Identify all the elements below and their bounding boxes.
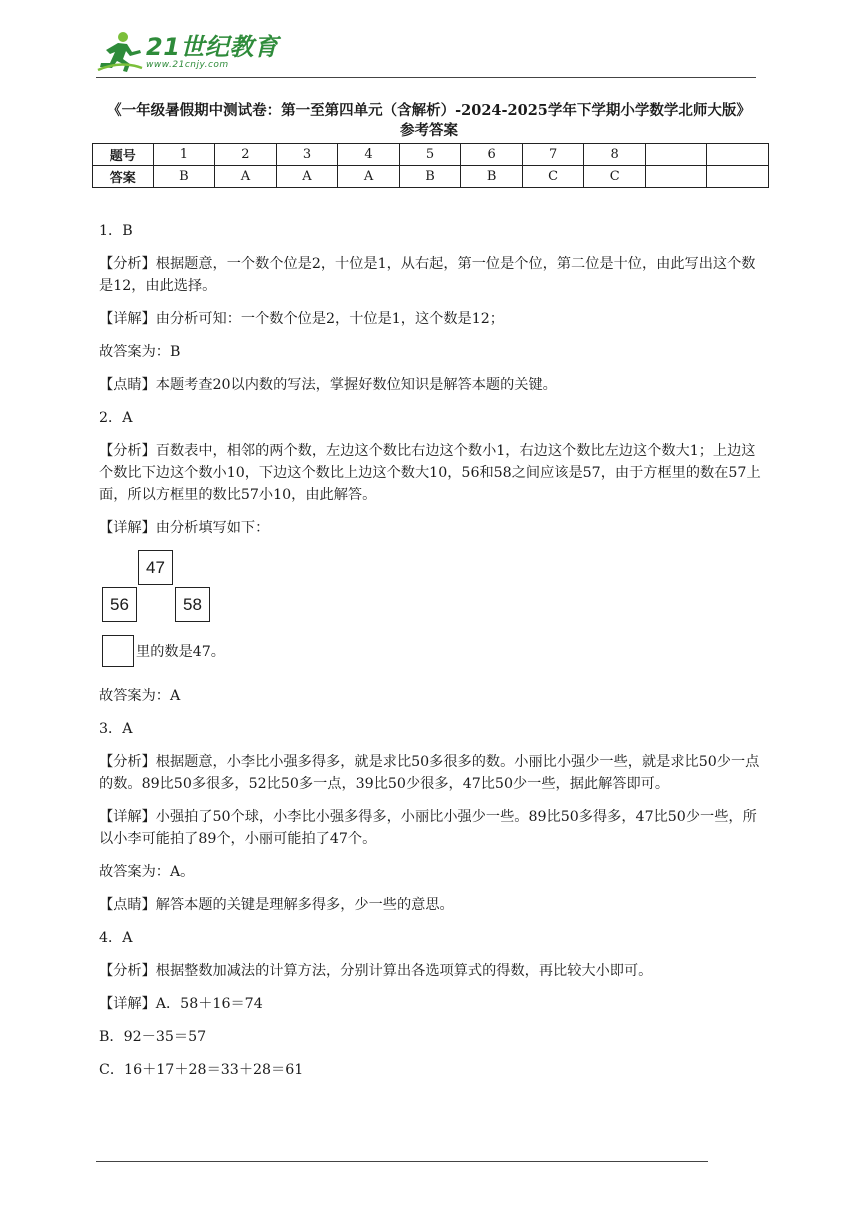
detail-text: 【详解】由分析填写如下： [99,520,270,536]
question-number: 7 [522,144,584,166]
logo-name: 21世纪教育 [146,33,279,61]
empty-box [102,635,134,667]
runner-logo-icon [96,30,144,74]
question-heading: 1．B [99,223,133,239]
question-number-row [93,144,769,166]
detail-text: 【详解】小强拍了50个球，小李比小强多得多，小丽比小强少一些。89比50多得多，47比50少一些，所以小李可能拍了89个，小丽可能拍了47个。 [99,809,757,847]
question-number [645,144,706,166]
question-number: 3 [276,144,338,166]
answer-cell: B [461,166,523,188]
question-heading: 4．A [99,930,133,946]
logo-url: www.21cnjy.com [146,60,229,70]
question-heading: 3．A [99,721,133,737]
answer-cell: C [522,166,584,188]
answer-cell: A [338,166,400,188]
question-number [707,144,769,166]
row-label-answers: 答案 [93,166,154,188]
document-title: 《一年级暑假期中测试卷：第一至第四单元（含解析）-2024-2025学年下学期小学数学北师大版》 [107,102,751,119]
solution-4 [99,927,765,1081]
hundred-chart-figure [102,550,222,625]
solution-2 [99,407,765,707]
solutions [99,220,765,1092]
row-label-numbers: 题号 [93,144,154,166]
question-number: 2 [215,144,277,166]
question-number: 4 [338,144,400,166]
answer-cell: B [153,166,215,188]
detail-text: B．92－35＝57 [99,1029,207,1045]
answer-cell: C [584,166,646,188]
comment-text: 【点睛】解答本题的关键是理解多得多，少一些的意思。 [99,897,454,913]
answer-row [93,166,769,188]
answer-cell [707,166,769,188]
footer-rule [96,1161,708,1162]
detail-text: C．16＋17＋28＝33＋28＝61 [99,1062,304,1078]
document-subtitle: 参考答案 [400,122,458,139]
answer-text: 故答案为：A。 [99,864,195,880]
grid-cell-left: 56 [102,587,137,622]
analysis-text: 【分析】根据题意，一个数个位是2，十位是1，从右起，第一位是个位，第二位是十位，由此写出这个数是12，由此选择。 [99,256,756,294]
page-header [96,30,756,78]
answer-cell: B [399,166,461,188]
detail-text: 【详解】A．58＋16＝74 [99,996,263,1012]
detail-text: 【详解】由分析可知：一个数个位是2，十位是1，这个数是12； [99,311,504,327]
answer-text: 故答案为：B [99,344,181,360]
box-answer-text: 里的数是47。 [136,644,225,660]
analysis-text: 【分析】根据题意，小李比小强多得多，就是求比50多很多的数。小丽比小强少一些，就是求比50少一点的数。89比50多很多，52比50多一点，39比50少很多，47比50少一些，据此解答即可。 [99,754,760,792]
analysis-text: 【分析】百数表中，相邻的两个数，左边这个数比右边这个数小1，右边这个数比左边这个数大1；上边这个数比下边这个数小10，下边这个数比上边这个数大10，56和58之间应该是57，由于方框里的数在57上面，所以方框里的数比57小10，由此解答。 [99,443,761,503]
box-answer-line [102,635,765,667]
grid-cell-top: 47 [138,550,173,585]
header-rule [96,77,756,78]
logo [96,30,278,74]
answer-cell [645,166,706,188]
question-number: 1 [153,144,215,166]
answer-cell: A [215,166,277,188]
analysis-text: 【分析】根据整数加减法的计算方法，分别计算出各选项算式的得数，再比较大小即可。 [99,963,653,979]
solution-1 [99,220,765,396]
solution-3 [99,718,765,916]
comment-text: 【点睛】本题考查20以内数的写法，掌握好数位知识是解答本题的关键。 [99,377,557,393]
answer-text: 故答案为：A [99,688,181,704]
question-number: 5 [399,144,461,166]
question-number: 6 [461,144,523,166]
question-heading: 2．A [99,410,133,426]
answer-cell: A [276,166,338,188]
question-number: 8 [584,144,646,166]
answer-table [92,143,769,188]
grid-cell-right: 58 [175,587,210,622]
